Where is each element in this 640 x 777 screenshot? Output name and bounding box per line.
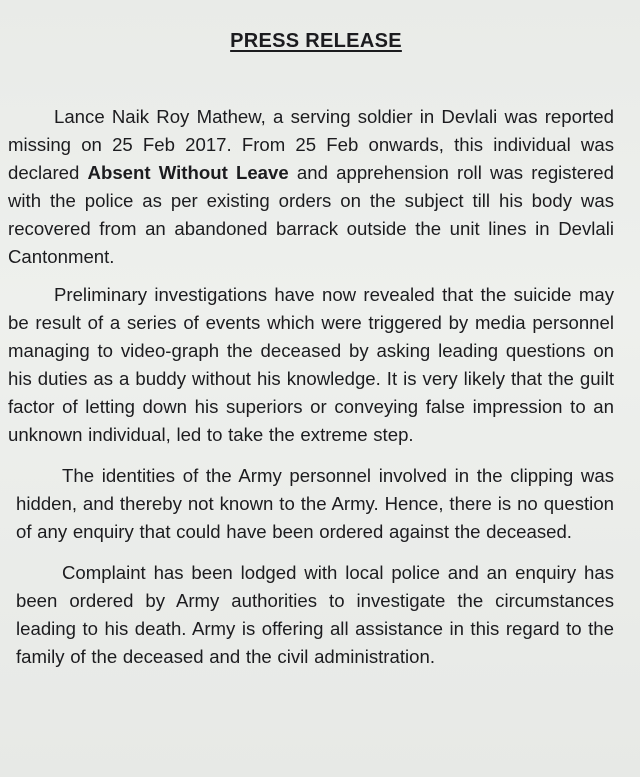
paragraph-identities-hidden: The identities of the Army personnel involved in the clipping was hidden, and thereby not known to the Army. Hence, there is no question of any enquiry that could have been ordered against the deceased. <box>16 465 614 542</box>
paragraph-preliminary-investigations: Preliminary investigations have now revealed that the suicide may be result of a series of events which were triggered by media personnel managing to video-graph the deceased by asking leading questions on his duties as a buddy without his knowledge. It is very likely that the guilt factor of letting down his superiors or conveying false impression to an unknown individual, led to take the extreme step. <box>8 284 614 445</box>
press-release-title: PRESS RELEASE <box>230 30 402 52</box>
paragraph-1-text-end: and apprehension roll was registered with the police as per existing orders on the subject till his body was recovered from an abandoned barrack outside the unit lines in Devlali Cantonment. <box>8 162 614 267</box>
absent-without-leave-emphasis: Absent Without Leave <box>87 162 289 183</box>
paragraph-1-text-start: Lance Naik Roy Mathew, a serving soldier in Devlali was reported missing on 25 Feb 2017. From 25 Feb onwards, this individual was declared <box>8 106 614 183</box>
paragraph-missing-soldier <box>8 103 614 271</box>
paragraph-complaint-lodged: Complaint has been lodged with local police and an enquiry has been ordered by Army authorities to investigate the circumstances leading to his death. Army is offering all assistance in this regard to the family of the deceased and the civil administration. <box>16 562 614 667</box>
